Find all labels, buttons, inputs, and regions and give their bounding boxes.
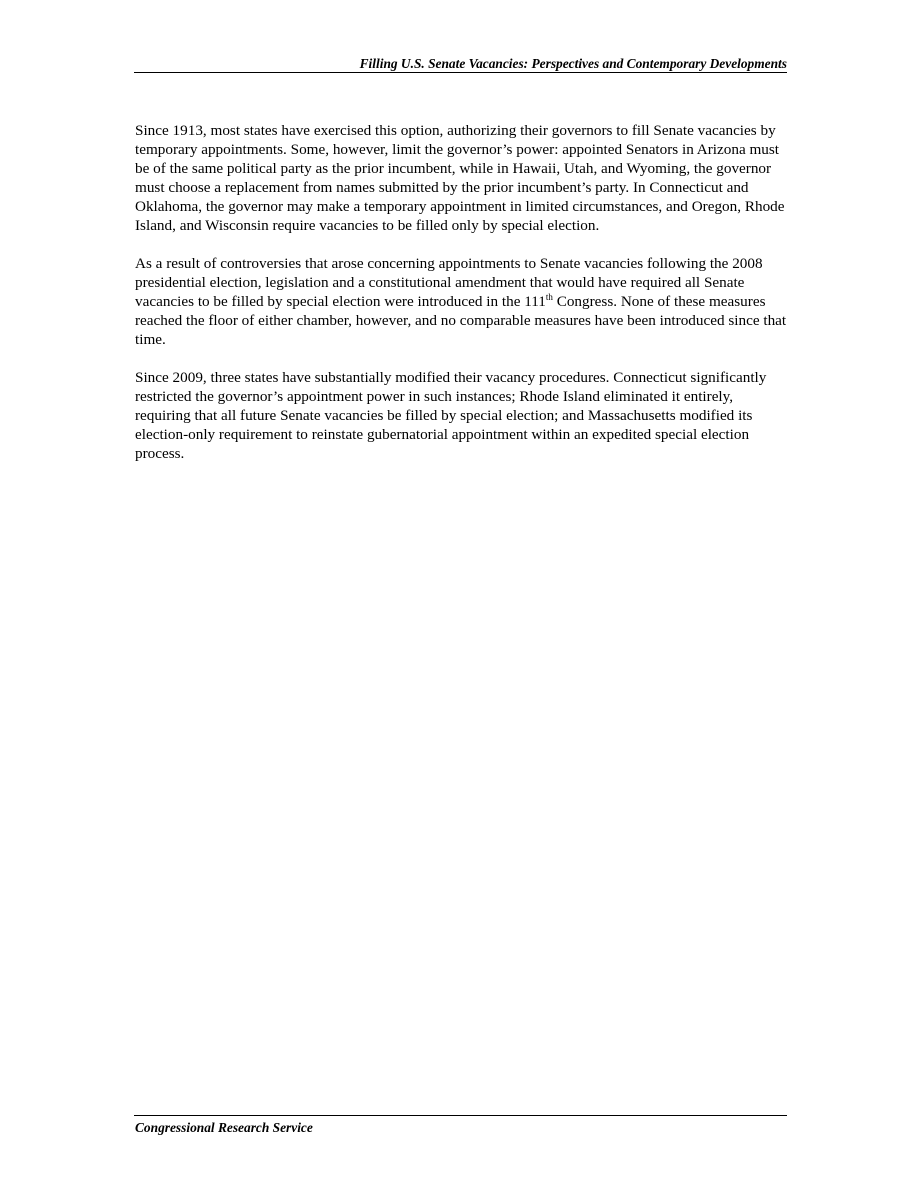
footer-rule [134, 1115, 787, 1116]
paragraph-2-text-start: As a result of controversies that arose concerning appointments to Senate vacancies following the 2008 presidential election, legislation and a constitutional amendment that would have required all Senate vacancies to be filled by special election were introduced in the 111 [135, 255, 763, 310]
ordinal-superscript: th [545, 292, 553, 302]
document-body [135, 121, 791, 482]
paragraph-1: Since 1913, most states have exercised this option, authorizing their governors to fill Senate vacancies by temporary appointments. Some, however, limit the governor’s power: appointed Senators in Arizona must be of the same political party as the prior incumbent, while in Hawaii, Utah, and Wyoming, the governor must choose a replacement from names submitted by the prior incumbent’s party. In Connecticut and Oklahoma, the governor may make a temporary appointment in limited circumstances, and Oregon, Rhode Island, and Wisconsin require vacancies to be filled only by special election. [135, 122, 785, 234]
running-footer-organization: Congressional Research Service [135, 1120, 313, 1135]
paragraph-2 [135, 254, 791, 349]
running-header-title: Filling U.S. Senate Vacancies: Perspectives and Contemporary Developments [359, 56, 787, 71]
paragraph-3: Since 2009, three states have substantially modified their vacancy procedures. Connecticut significantly restricted the governor’s appointment power in such instances; Rhode Island eliminated it entirely, requiring that all future Senate vacancies be filled by special election; and Massachusetts modified its election-only requirement to reinstate gubernatorial appointment within an expedited special election process. [135, 369, 767, 462]
header-rule [134, 72, 787, 73]
paragraph-2-text-end: Congress. None of these measures reached the floor of either chamber, however, and no comparable measures have been introduced since that time. [135, 293, 787, 348]
